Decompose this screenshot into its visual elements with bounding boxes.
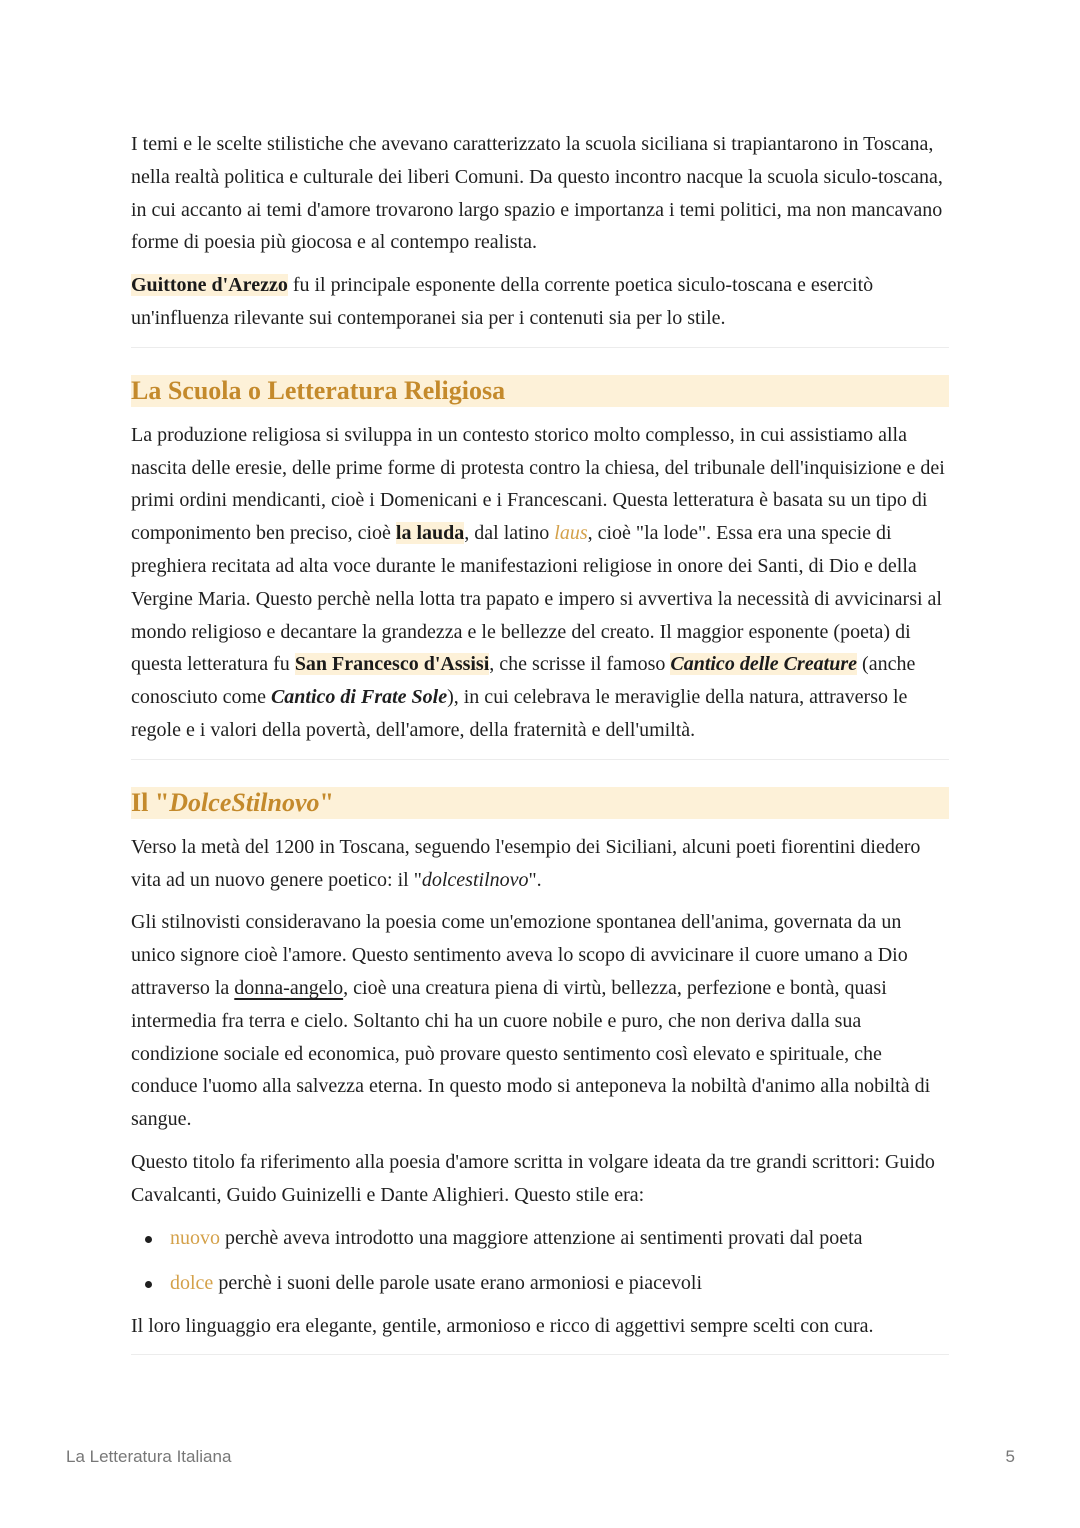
section-divider xyxy=(131,347,949,348)
stilnovo-paragraph-4: Il loro linguaggio era elegante, gentile, armonioso e ricco di aggettivi sempre scelti con cura. xyxy=(131,1314,874,1337)
stilnovo-p1-text-a: Verso la metà del 1200 in Toscana, seguendo l'esempio dei Siciliani, alcuni poeti fiorentini diedero vita ad un nuovo genere poetico: il " xyxy=(131,835,921,891)
bullet-text: perchè i suoni delle parole usate erano armoniosi e piacevoli xyxy=(213,1271,703,1294)
religiosa-paragraph xyxy=(131,419,949,747)
lauda-highlight: la lauda xyxy=(395,522,465,545)
intro-paragraph-2 xyxy=(131,269,949,335)
intro-paragraph-1: I temi e le scelte stilistiche che avevano caratterizzato la scuola siciliana si trapiantarono in Toscana, nella realtà politica e culturale dei liberi Comuni. Da questo incontro nacque la scuola siculo-toscana, in cui accanto ai temi d'amore trovarono largo spazio e importanza i temi politici, ma non mancavano forme di poesia più giocosa e al contempo realista. xyxy=(131,133,943,254)
section-divider xyxy=(131,1354,949,1355)
footer-page-number: 5 xyxy=(1005,1447,1015,1466)
religiosa-text-4: , che scrisse il famoso xyxy=(489,653,671,676)
bullet-icon xyxy=(145,1281,152,1288)
frate-sole-title: Cantico di Frate Sole xyxy=(270,686,448,709)
religiosa-text-6: ), in cui celebrava le meraviglie della natura, attraverso le regole e i valori della povertà, dell'amore, della fraternità e dell'umiltà. xyxy=(131,686,908,741)
stilnovo-title-italic: DolceStilnovo xyxy=(169,787,320,817)
cantico-highlight: Cantico delle Creature xyxy=(670,653,858,676)
religiosa-text-3: , cioè "la lode". Essa era una specie di preghiera recitata ad alta voce durante le manifestazioni religiose in onore dei Santi, di Dio e della Vergine Maria. Questo perchè nella lotta tra papato e impero si avvertiva la necessità di avvicinarsi al mondo religioso e decantare la grandezza e le bellezze del creato. Il maggior esponente (poeta) di questa letteratura fu xyxy=(131,522,942,676)
dolcestilnovo-term: dolcestilnovo xyxy=(421,868,529,891)
stilnovo-p2-text-b: , cioè una creatura piena di virtù, bellezza, perfezione e bontà, quasi intermedia fra terra e cielo. Soltanto chi ha un cuore nobile e puro, che non deriva dalla sua condizione sociale ed economica, può provare questo sentimento così elevato e spirituale, che conduce l'uomo alla salvezza eterna. In questo modo si anteponeva la nobiltà d'animo alla nobiltà di sangue. xyxy=(131,976,931,1131)
donna-angelo-term: donna-angelo xyxy=(234,976,344,999)
stilnovo-bullet-list xyxy=(131,1222,949,1299)
religiosa-text-2: , dal latino xyxy=(464,522,555,545)
bullet-icon xyxy=(145,1236,152,1243)
laus-term: laus xyxy=(554,522,588,545)
stilnovo-p2-text-a: Gli stilnovisti consideravano la poesia come un'emozione spontanea dell'anima, governata da un unico signore cioè l'amore. Questo sentimento aveva lo scopo di avvicinare il cuore umano a Dio attraverso la xyxy=(131,911,908,999)
religiosa-text-5: (anche conosciuto come xyxy=(131,653,916,709)
list-item xyxy=(131,1222,949,1254)
stilnovo-title-prefix: Il " xyxy=(131,787,170,817)
bullet-term-nuovo: nuovo xyxy=(170,1226,220,1249)
section-heading-religiosa: La Scuola o Letteratura Religiosa xyxy=(131,375,949,407)
footer-document-title: La Letteratura Italiana xyxy=(66,1447,232,1466)
page-content xyxy=(131,128,949,1355)
bullet-term-dolce: dolce xyxy=(170,1271,214,1294)
stilnovo-p1-text-b: ". xyxy=(528,868,542,891)
stilnovo-paragraph-3: Questo titolo fa riferimento alla poesia d'amore scritta in volgare ideata da tre grandi scrittori: Guido Cavalcanti, Guido Guinizelli e Dante Alighieri. Questo stile era: xyxy=(131,1150,935,1206)
stilnovo-paragraph-1 xyxy=(131,831,949,897)
san-francesco-highlight: San Francesco d'Assisi xyxy=(294,653,490,676)
list-item xyxy=(131,1267,949,1299)
guittone-highlight: Guittone d'Arezzo xyxy=(131,274,288,297)
religiosa-text-1: La produzione religiosa si sviluppa in un contesto storico molto complesso, in cui assistiamo alla nascita delle eresie, delle prime forme di protesta contro la chiesa, del tribunale dell'inquisizione e dei primi ordini mendicanti, cioè i Domenicani e i Francescani. Questa letteratura è basata su un tipo di componimento ben preciso, cioè xyxy=(131,423,945,545)
intro-paragraph-2-text: fu il principale esponente della corrente poetica siculo-toscana e esercitò un'influenza rilevante sui contemporanei sia per i contenuti sia per lo stile. xyxy=(131,274,874,329)
section-divider xyxy=(131,759,949,760)
bullet-text: perchè aveva introdotto una maggiore attenzione ai sentimenti provati dal poeta xyxy=(220,1226,863,1249)
section-heading-stilnovo xyxy=(131,787,949,819)
stilnovo-paragraph-2 xyxy=(131,906,949,1136)
stilnovo-title-suffix: " xyxy=(319,787,334,817)
